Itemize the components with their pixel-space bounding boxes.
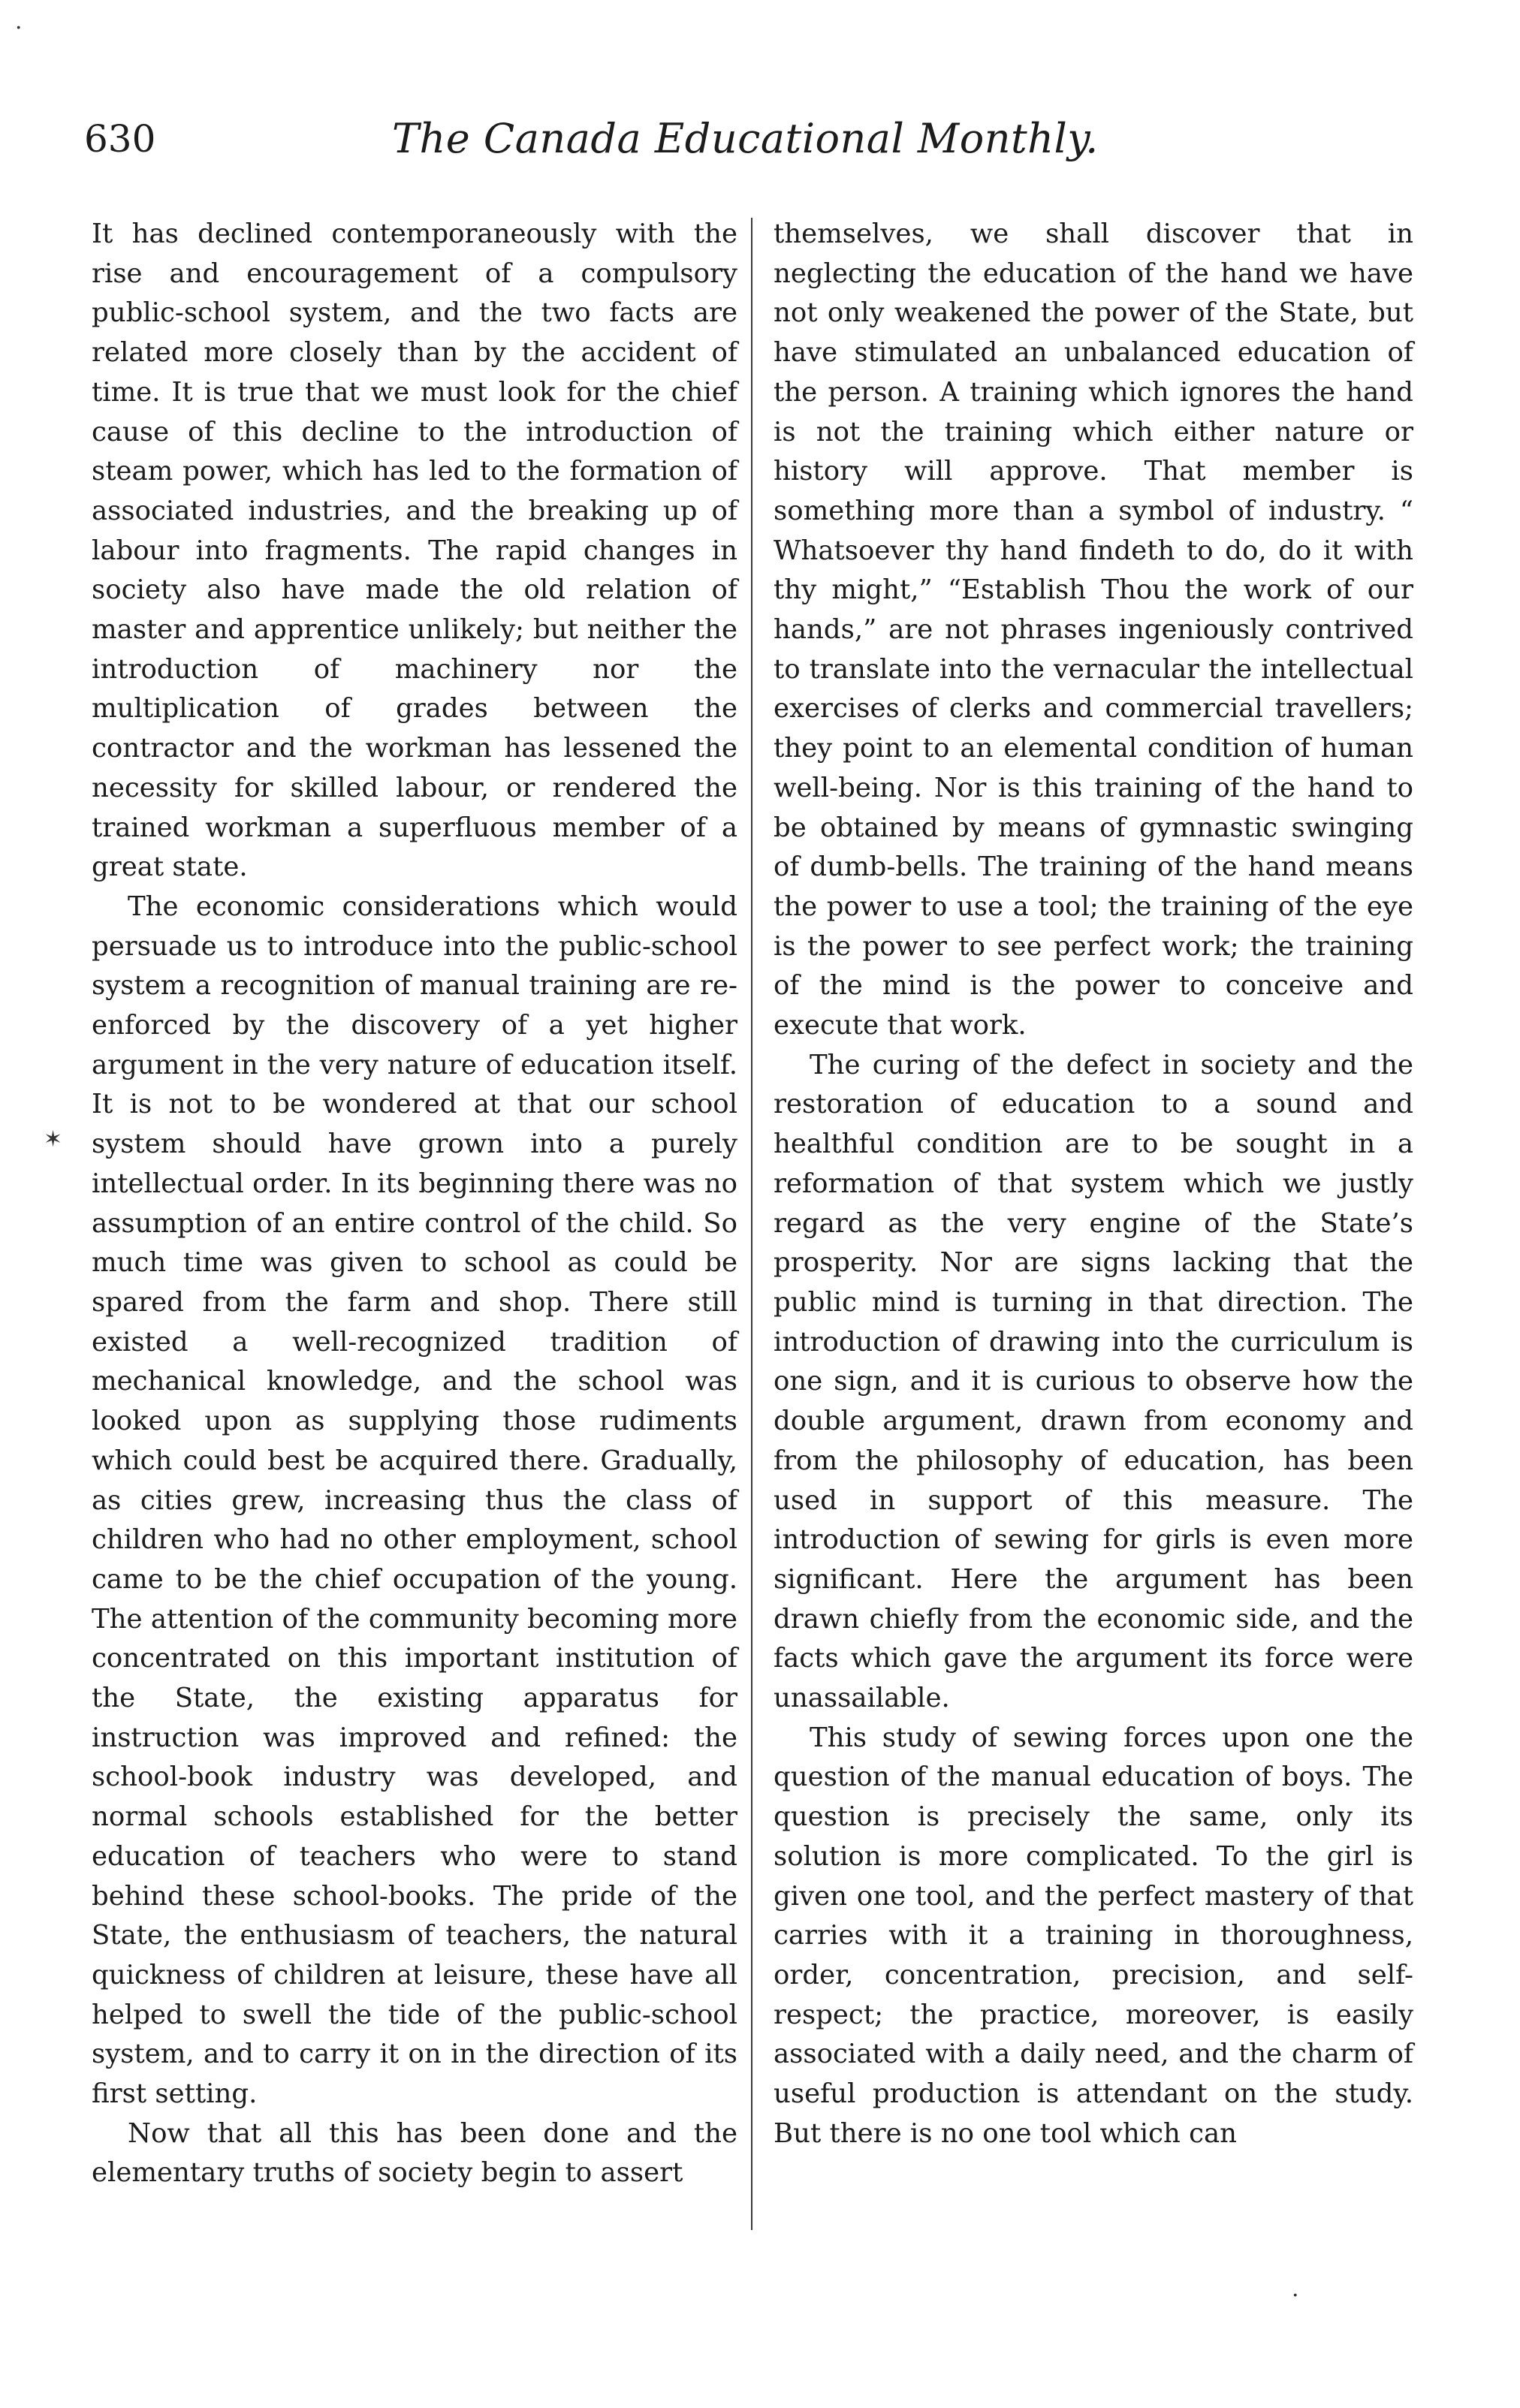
scan-speck-mark: · <box>1292 2283 1299 2309</box>
right-paragraph-1: themselves, we shall discover that in neglecting the education of the hand we have not only weakened the power of the State, but have stimulated an unbalanced education of the person. A training which ignores the hand is not the training which either nature or history will approve. That member is something more than a symbol of industry. “ Whatsoever thy hand findeth to do, do it with thy might,” “Establish Thou the work of our hands,” are not phrases ingeniously contrived to translate into the vernacular the intellectual exercises of clerks and commercial travellers; they point to an elemental condition of human well-being. Nor is this training of the hand to be obtained by means of gymnastic swinging of dumb-bells. The training of the hand means the power to use a tool; the training of the eye is the power to see perfect work; the training of the mind is the power to conceive and execute that work. <box>774 218 1413 1041</box>
right-paragraph-3: This study of sewing forces upon one the question of the manual education of boys. The question is precisely the same, only its solution is more complicated. To the girl is given one tool, and the perfect mastery of that carries with it a training in thoroughness, order, concentration, precision, and self-respect; the practice, moreover, is easily associated with a daily need, and the charm of useful production is attendant on the study. But there is no one tool which can <box>774 1722 1413 2149</box>
right-column <box>774 215 1413 2153</box>
left-paragraph-2: The economic considerations which would persuade us to introduce into the public-school system a recognition of manual training are re-enforced by the discovery of a yet higher argument in the very nature of education itself. It is not to be wondered at that our school system should have grown into a purely intellectual order. In its beginning there was no assumption of an entire control of the child. So much time was given to school as could be spared from the farm and shop. There still existed a well-recognized tradition of mechanical knowledge, and the school was looked upon as supplying those rudiments which could best be acquired there. Gradually, as cities grew, increasing thus the class of children who had no other employment, school came to be the chief occupation of the young. The attention of the community becoming more concentrated on this important institution of the State, the existing apparatus for instruction was improved and refined: the school-book industry was developed, and normal schools established for the better education of teachers who were to stand behind these school-books. The pride of the State, the enthusiasm of teachers, the natural quickness of children at leisure, these have all helped to swell the tide of the public-school system, and to carry it on in the direction of its first setting. <box>92 891 737 2110</box>
left-column <box>92 215 737 2193</box>
left-paragraph-1: It has declined contemporaneously with the rise and encouragement of a compulsory public-school system, and the two facts are related more closely than by the accident of time. It is true that we must look for the chief cause of this decline to the introduction of steam power, which has led to the formation of associated industries, and the breaking up of labour into fragments. The rapid changes in society also have made the old relation of master and apprentice unlikely; but neither the introduction of machinery nor the multiplication of grades between the contractor and the workman has lessened the necessity for skilled labour, or rendered the trained workman a superfluous member of a great state. <box>92 218 737 883</box>
scan-speck-mark: · <box>15 15 23 41</box>
running-title: The Canada Educational Monthly. <box>392 115 1099 162</box>
right-paragraph-2: The curing of the defect in society and the restoration of education to a sound and healthful condition are to be sought in a reformation of that system which we justly regard as the very engine of the State’s prosperity. Nor are signs lacking that the public mind is turning in that direction. The introduction of drawing into the curriculum is one sign, and it is curious to observe how the double argument, drawn from economy and from the philosophy of education, has been used in support of this measure. The introduction of sewing for girls is even more significant. Here the argument has been drawn chiefly from the economic side, and the facts which gave the argument its force were unassailable. <box>774 1049 1413 1714</box>
scan-speck-mark: ✶ <box>44 1126 63 1153</box>
page-header <box>84 113 1413 173</box>
page-number: 630 <box>84 117 156 161</box>
left-paragraph-3: Now that all this has been done and the elementary truths of society begin to assert <box>92 2117 737 2189</box>
column-divider <box>751 218 752 2230</box>
